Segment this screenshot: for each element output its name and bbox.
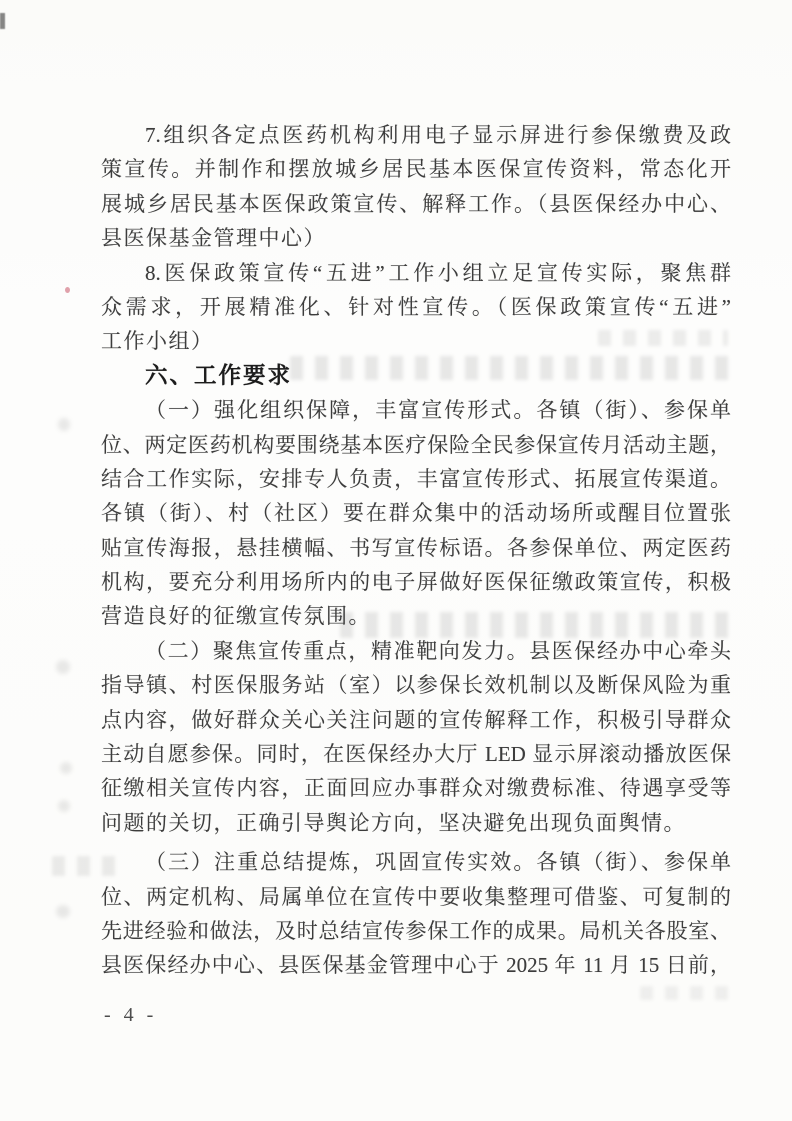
section-heading: 六、工作要求 (145, 362, 293, 388)
text-line: 众需求，开展精准化、针对性宣传。（医保政策宣传“五进” (101, 294, 731, 319)
text-line: 工作小组） (101, 329, 214, 354)
text-line: 营造良好的征缴宣传氛围。 (101, 604, 371, 629)
text-line: 位、两定医药机构要围绕基本医疗保险全民参保宣传月活动主题， (101, 432, 731, 457)
text-line: 征缴相关宣传内容，正面回应办事群众对缴费标准、待遇享受等 (101, 776, 731, 801)
text-line: 县医保经办中心、县医保基金管理中心于 2025 年 11 月 15 日前， (101, 953, 731, 978)
text-line: 策宣传。并制作和摆放城乡居民基本医保宣传资料，常态化开 (101, 157, 731, 182)
text-line: （二）聚焦宣传重点，精准靶向发力。县医保经办中心牵头 (145, 638, 731, 663)
text-line: （三）注重总结提炼，巩固宣传实效。各镇（街）、参保单 (145, 850, 731, 875)
ink-smudge (56, 660, 70, 674)
page-number: - 4 - (104, 1004, 158, 1026)
text-line: 展城乡居民基本医保政策宣传、解释工作。（县医保经办中心、 (101, 191, 731, 216)
ink-smudge (58, 418, 70, 431)
ink-speck (65, 287, 70, 293)
text-line: 机构，要充分利用场所内的电子屏做好医保征缴政策宣传，积极 (101, 570, 731, 595)
text-line: 指导镇、村医保服务站（室）以参保长效机制以及断保风险为重 (101, 673, 731, 698)
text-line: 点内容，做好群众关心关注问题的宣传解释工作，积极引导群众 (101, 707, 731, 732)
text-line: 位、两定机构、局属单位在宣传中要收集整理可借鉴、可复制的 (101, 884, 731, 909)
scan-edge-mark (0, 13, 5, 29)
text-line: 贴宣传海报，悬挂横幅、书写宣传标语。各参保单位、两定医药 (101, 535, 731, 560)
text-line: 8.医保政策宣传“五进”工作小组立足宣传实际，聚焦群 (145, 260, 731, 285)
text-line: 问题的关切，正确引导舆论方向，坚决避免出现负面舆情。 (101, 810, 686, 835)
ink-smudge (60, 762, 72, 774)
text-line: （一）强化组织保障，丰富宣传形式。各镇（街）、参保单 (145, 398, 731, 423)
text-line: 主动自愿参保。同时，在医保经办大厅 LED 显示屏滚动播放医保 (101, 742, 731, 767)
text-line: 结合工作实际，安排专人负责，丰富宣传形式、拓展宣传渠道。 (101, 466, 731, 491)
text-line: 各镇（街）、村（社区）要在群众集中的活动场所或醒目位置张 (101, 501, 731, 526)
text-line: 先进经验和做法，及时总结宣传参保工作的成果。局机关各股室、 (101, 918, 731, 943)
ink-smudge (56, 905, 70, 918)
text-line: 7.组织各定点医药机构利用电子显示屏进行参保缴费及政 (145, 123, 731, 147)
document-body (101, 118, 731, 983)
bleedthrough-artifact (640, 986, 730, 1000)
text-line: 县医保基金管理中心） (101, 226, 326, 251)
ink-smudge (58, 800, 70, 812)
